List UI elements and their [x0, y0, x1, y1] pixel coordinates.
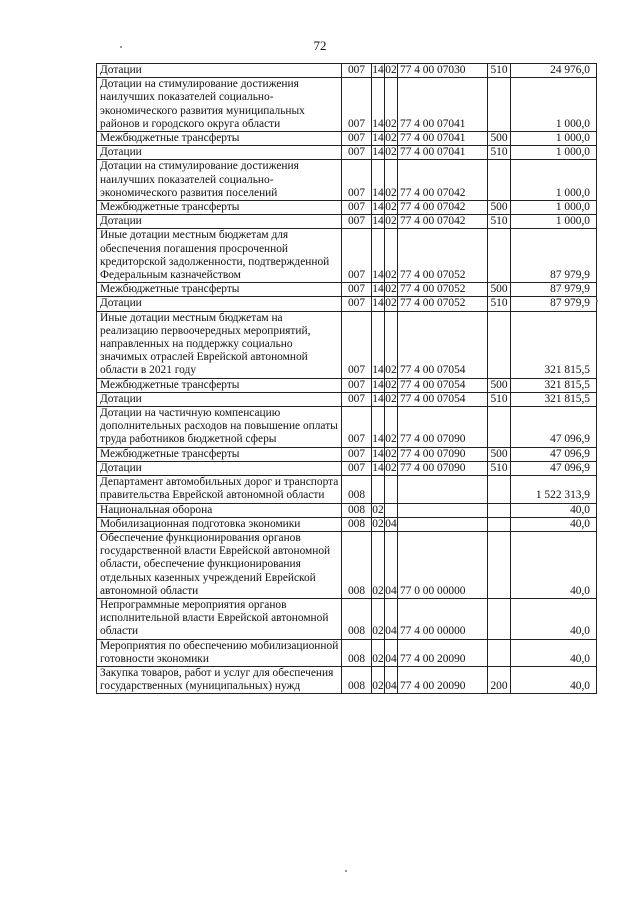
row-name: Национальная оборона: [97, 503, 342, 517]
row-grbs-code: 008: [342, 598, 372, 639]
row-subsection-code: 02: [385, 283, 397, 296]
row-grbs-code: 007: [342, 160, 372, 201]
row-section-code: 14: [372, 132, 384, 145]
table-row: [97, 407, 597, 448]
row-target-article: 77 4 00 00000: [398, 598, 488, 639]
row-target-article: 77 4 00 07042: [398, 215, 488, 229]
row-expense-type: [488, 598, 511, 639]
row-subsection-code: 04: [385, 531, 398, 598]
row-expense-type: [488, 503, 511, 517]
row-expense-type: [488, 476, 511, 503]
table-row: [97, 503, 597, 517]
row-subsection-code: 02: [385, 229, 398, 283]
row-subsection-code: 04: [385, 598, 398, 639]
row-grbs-code: 007: [342, 215, 372, 229]
row-name: Иные дотации местным бюджетам на реализацию первоочередных мероприятий, направленных на поддержку социально значимых отраслей Еврейской автономной области в 2021 году: [97, 311, 342, 378]
row-expense-type: 500: [488, 378, 511, 392]
row-target-article: 77 4 00 07041: [398, 78, 488, 132]
table-row: [97, 476, 597, 503]
table-row: [97, 639, 597, 666]
row-grbs-code: 007: [342, 447, 372, 461]
row-subsection-code: 02: [385, 447, 397, 460]
row-grbs-code: 007: [342, 392, 372, 406]
row-name: Дотации: [97, 64, 342, 78]
row-target-article: 77 4 00 07054: [398, 392, 488, 406]
row-expense-type: 510: [488, 146, 511, 160]
row-grbs-code: 008: [342, 517, 372, 531]
row-amount: 40,0: [511, 639, 597, 666]
row-name: Дотации: [97, 392, 342, 406]
row-expense-type: [488, 407, 511, 448]
row-subsection-code: 02: [385, 378, 397, 391]
row-name: Дотации на частичную компенсацию дополнительных расходов на повышение оплаты труда работников бюджетной сферы: [97, 407, 342, 448]
row-name: Межбюджетные трансферты: [97, 201, 342, 215]
row-subsection-code: [385, 476, 398, 503]
row-amount: 321 815,5: [511, 311, 597, 378]
row-amount: 1 000,0: [511, 215, 597, 229]
row-subsection-code: 04: [385, 666, 398, 693]
row-expense-type: [488, 531, 511, 598]
row-grbs-code: 007: [342, 132, 372, 146]
row-expense-type: 200: [488, 666, 511, 693]
row-name: Мобилизационная подготовка экономики: [97, 517, 342, 531]
row-grbs-code: 008: [342, 666, 372, 693]
row-grbs-code: 007: [342, 461, 372, 475]
row-target-article: 77 4 00 07030: [398, 64, 488, 78]
row-amount: 40,0: [511, 598, 597, 639]
table-row: [97, 201, 597, 215]
row-grbs-code: 007: [342, 229, 372, 283]
row-section-code: 02: [372, 517, 384, 530]
row-subsection-code: 02: [385, 297, 397, 310]
table-row: [97, 78, 597, 132]
row-expense-type: [488, 78, 511, 132]
row-name: Непрограммные мероприятия органов исполнительной власти Еврейской автономной области: [97, 598, 342, 639]
row-target-article: 77 4 00 20090: [398, 639, 488, 666]
table-row: [97, 311, 597, 378]
row-name: Дотации на стимулирование достижения наилучших показателей социально-экономического развития поселений: [97, 160, 342, 201]
row-subsection-code: [385, 503, 398, 517]
row-subsection-code: 04: [385, 639, 398, 666]
table-row: [97, 229, 597, 283]
table-row: [97, 392, 597, 406]
row-target-article: 77 0 00 00000: [398, 531, 488, 598]
row-target-article: 77 4 00 07041: [398, 132, 488, 146]
row-amount: 1 000,0: [511, 132, 597, 146]
row-target-article: [398, 476, 488, 503]
row-amount: 321 815,5: [511, 392, 597, 406]
row-subsection-code: 02: [385, 311, 398, 378]
row-name: Межбюджетные трансферты: [97, 132, 342, 146]
row-section-code: 14: [372, 146, 384, 159]
row-amount: 1 522 313,9: [511, 476, 597, 503]
row-section-code: 02: [372, 666, 385, 693]
row-name: Дотации: [97, 461, 342, 475]
row-name: Закупка товаров, работ и услуг для обеспечения государственных (муниципальных) нужд: [97, 666, 342, 693]
row-grbs-code: 007: [342, 283, 372, 297]
row-target-article: 77 4 00 07041: [398, 146, 488, 160]
scan-speck: [120, 46, 122, 48]
row-amount: 40,0: [511, 531, 597, 598]
table-row: [97, 531, 597, 598]
row-subsection-code: 02: [385, 407, 398, 448]
row-name: Мероприятия по обеспечению мобилизационной готовности экономики: [97, 639, 342, 666]
row-subsection-code: 02: [385, 201, 397, 214]
row-amount: 87 979,9: [511, 283, 597, 297]
row-target-article: 77 4 00 07054: [398, 378, 488, 392]
budget-table: [96, 63, 597, 694]
row-expense-type: 500: [488, 447, 511, 461]
row-subsection-code: 02: [385, 392, 397, 405]
row-target-article: 77 4 00 07042: [398, 160, 488, 201]
row-expense-type: 500: [488, 283, 511, 297]
row-name: Межбюджетные трансферты: [97, 378, 342, 392]
row-amount: 1 000,0: [511, 146, 597, 160]
row-section-code: 14: [372, 378, 384, 391]
row-section-code: 14: [372, 461, 384, 474]
row-amount: 47 096,9: [511, 407, 597, 448]
row-expense-type: 510: [488, 461, 511, 475]
row-section-code: [372, 476, 385, 503]
row-section-code: 14: [372, 297, 384, 310]
table-row: [97, 146, 597, 160]
row-amount: 321 815,5: [511, 378, 597, 392]
row-expense-type: [488, 160, 511, 201]
table-row: [97, 461, 597, 475]
row-name: Дотации: [97, 215, 342, 229]
row-target-article: 77 4 00 20090: [398, 666, 488, 693]
row-name: Дотации на стимулирование достижения наилучших показателей социально-экономического развития муниципальных районов и городского округа области: [97, 78, 342, 132]
row-amount: 1 000,0: [511, 201, 597, 215]
row-target-article: [398, 517, 488, 531]
row-expense-type: 510: [488, 297, 511, 311]
row-name: Дотации: [97, 297, 342, 311]
table-row: [97, 598, 597, 639]
row-expense-type: [488, 517, 511, 531]
row-expense-type: 500: [488, 201, 511, 215]
row-target-article: 77 4 00 07090: [398, 461, 488, 475]
row-grbs-code: 007: [342, 78, 372, 132]
table-row: [97, 132, 597, 146]
row-section-code: 02: [372, 503, 384, 516]
row-grbs-code: 007: [342, 311, 372, 378]
row-section-code: 14: [372, 283, 384, 296]
row-target-article: 77 4 00 07052: [398, 229, 488, 283]
row-name: Обеспечение функционирования органов государственной власти Еврейской автономной области, обеспечение функционирования отдельных казенных учреждений Еврейской автономной области: [97, 531, 342, 598]
row-grbs-code: 008: [342, 476, 372, 503]
row-section-code: 14: [372, 407, 385, 448]
row-expense-type: 510: [488, 64, 511, 78]
row-subsection-code: 02: [385, 160, 398, 201]
row-amount: 1 000,0: [511, 78, 597, 132]
scan-speck: [596, 300, 598, 302]
row-grbs-code: 007: [342, 378, 372, 392]
row-subsection-code: 02: [385, 64, 397, 76]
row-section-code: 14: [372, 447, 384, 460]
row-amount: 47 096,9: [511, 447, 597, 461]
row-section-code: 14: [372, 215, 384, 228]
row-grbs-code: 007: [342, 64, 372, 78]
table-row: [97, 297, 597, 311]
row-name: Департамент автомобильных дорог и транспорта правительства Еврейской автономной области: [97, 476, 342, 503]
table-row: [97, 447, 597, 461]
row-expense-type: [488, 229, 511, 283]
row-section-code: 14: [372, 392, 384, 405]
row-section-code: 14: [372, 64, 384, 76]
row-amount: 40,0: [511, 503, 597, 517]
row-target-article: [398, 503, 488, 517]
row-expense-type: [488, 639, 511, 666]
row-section-code: 14: [372, 78, 385, 132]
row-amount: 24 976,0: [511, 64, 597, 78]
row-expense-type: [488, 311, 511, 378]
table-row: [97, 517, 597, 531]
row-expense-type: 510: [488, 215, 511, 229]
row-grbs-code: 008: [342, 531, 372, 598]
row-grbs-code: 007: [342, 407, 372, 448]
row-target-article: 77 4 00 07042: [398, 201, 488, 215]
row-grbs-code: 007: [342, 146, 372, 160]
table-row: [97, 283, 597, 297]
row-section-code: 14: [372, 311, 385, 378]
table-row: [97, 378, 597, 392]
table-row: [97, 64, 597, 78]
row-grbs-code: 008: [342, 503, 372, 517]
row-section-code: 14: [372, 201, 384, 214]
row-target-article: 77 4 00 07052: [398, 297, 488, 311]
row-grbs-code: 008: [342, 639, 372, 666]
row-expense-type: 500: [488, 132, 511, 146]
row-target-article: 77 4 00 07054: [398, 311, 488, 378]
row-target-article: 77 4 00 07052: [398, 283, 488, 297]
row-section-code: 14: [372, 160, 385, 201]
row-subsection-code: 04: [385, 517, 397, 530]
row-amount: 87 979,9: [511, 229, 597, 283]
row-amount: 87 979,9: [511, 297, 597, 311]
row-amount: 1 000,0: [511, 160, 597, 201]
row-section-code: 14: [372, 229, 385, 283]
row-section-code: 02: [372, 531, 385, 598]
page-number: 72: [313, 38, 327, 53]
budget-table-body: [97, 64, 597, 694]
row-amount: 40,0: [511, 666, 597, 693]
row-name: Иные дотации местным бюджетам для обеспечения погашения просроченной кредиторской задолженности, подтвержденной Федеральным казначейством: [97, 229, 342, 283]
row-amount: 47 096,9: [511, 461, 597, 475]
row-subsection-code: 02: [385, 78, 398, 132]
row-amount: 40,0: [511, 517, 597, 531]
row-expense-type: 510: [488, 392, 511, 406]
row-target-article: 77 4 00 07090: [398, 447, 488, 461]
row-subsection-code: 02: [385, 461, 397, 474]
table-row: [97, 666, 597, 693]
row-subsection-code: 02: [385, 215, 397, 228]
table-row: [97, 215, 597, 229]
row-section-code: 02: [372, 639, 385, 666]
row-name: Дотации: [97, 146, 342, 160]
scan-speck: [345, 870, 347, 872]
row-subsection-code: 02: [385, 132, 397, 145]
row-section-code: 02: [372, 598, 385, 639]
row-grbs-code: 007: [342, 201, 372, 215]
row-grbs-code: 007: [342, 297, 372, 311]
row-name: Межбюджетные трансферты: [97, 447, 342, 461]
row-target-article: 77 4 00 07090: [398, 407, 488, 448]
table-row: [97, 160, 597, 201]
row-subsection-code: 02: [385, 146, 397, 159]
row-name: Межбюджетные трансферты: [97, 283, 342, 297]
